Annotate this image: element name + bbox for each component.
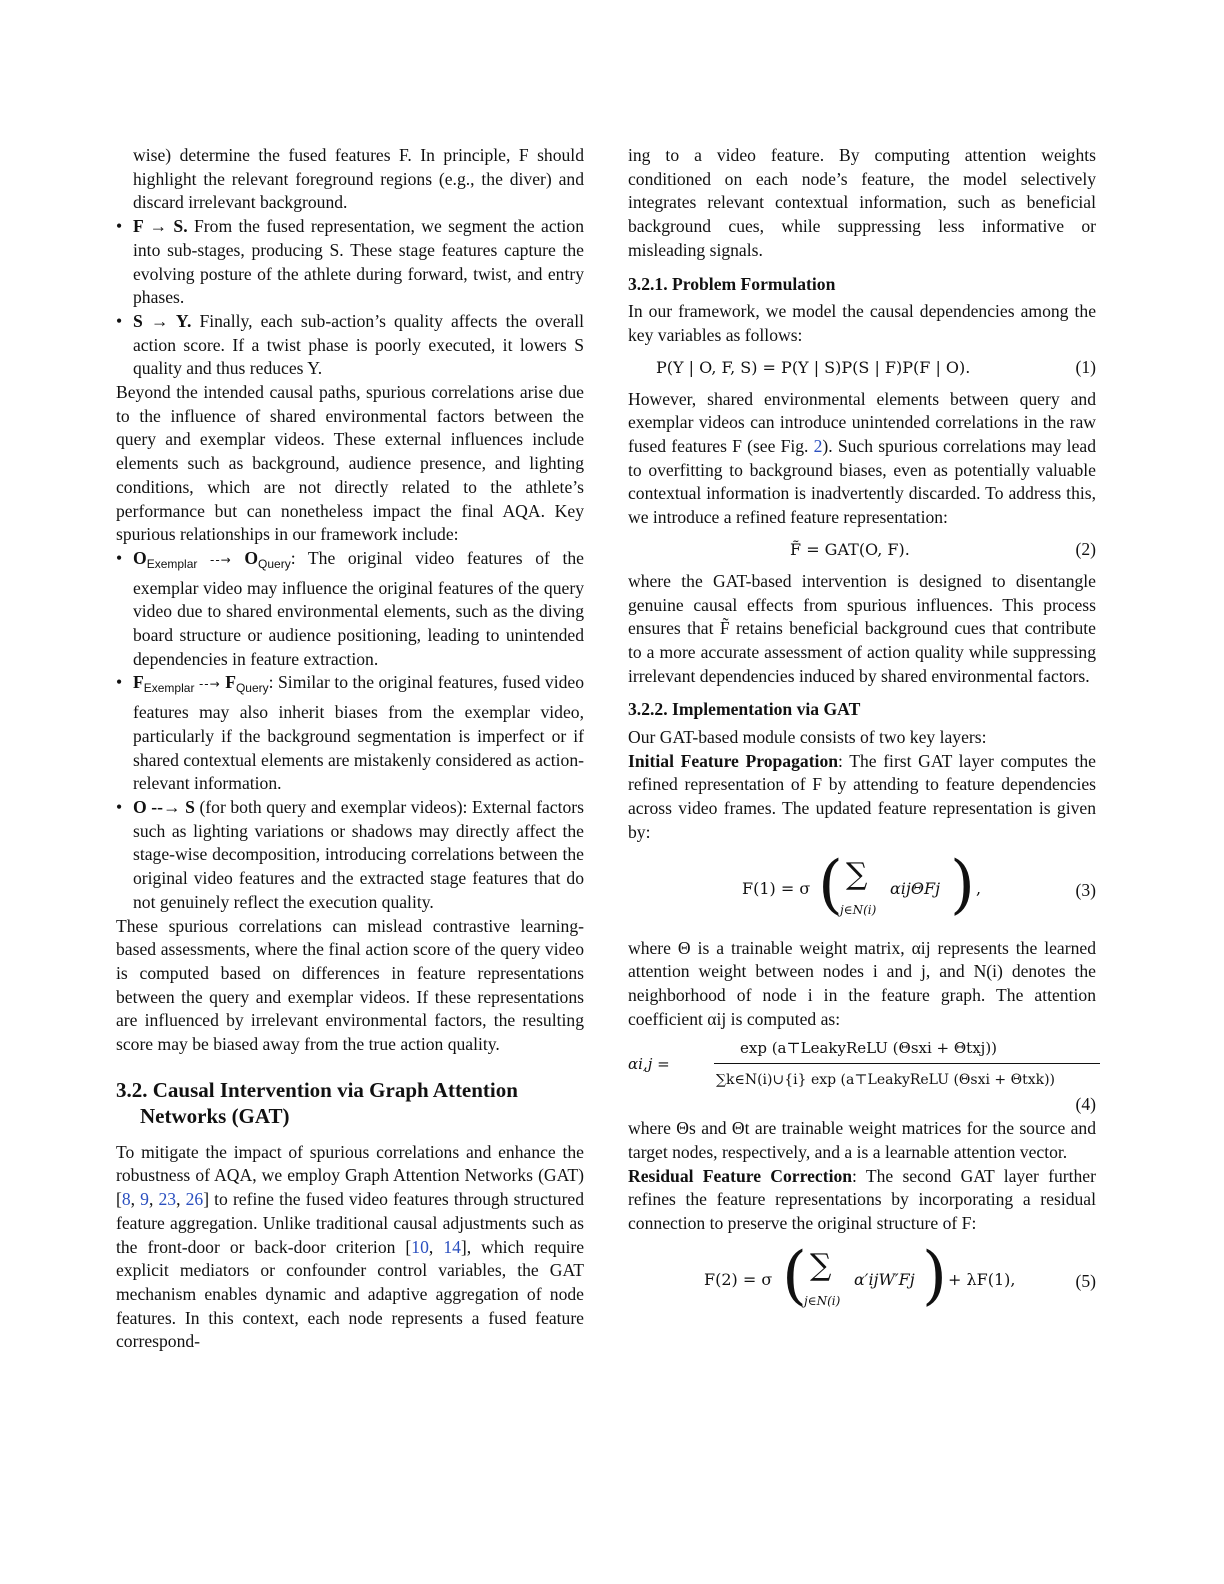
text: : The second GAT layer further refines the feature representations by incorporating a residual connection to preserve the original structure of F: [628, 1165, 1096, 1233]
list-item [116, 547, 584, 672]
equation-tail: + λF(1), [948, 1269, 1016, 1289]
bullet-head: S → Y. [133, 310, 192, 331]
bullet-text: : Similar to the original features, fused video features may also inherit biases from the exemplar video, particularly if the background segmentation is imperfect or if shared contextual elements are mistakenly considered as action-relevant information. [133, 672, 585, 794]
text: : The first GAT layer computes the refined representation of F by attending to feature dependencies across video frames. The updated feature representation is given by: [628, 750, 1096, 842]
bullet-head: O [244, 547, 259, 568]
equation-lhs: F(2) = σ [704, 1269, 773, 1289]
list-item [116, 796, 584, 915]
sum-symbol: ∑ [846, 856, 868, 892]
paragraph: where the GAT-based intervention is designed to disentangle genuine causal effects from spurious influences. This process ensures that F̃ retains beneficial background cues that contribute to a more accurate assessment of action quality while suppressing irrelevant dependencies induced by shared environmental factors. [628, 570, 1096, 686]
paragraph: These spurious correlations can mislead contrastive learning-based assessments, where the final action score of the query video is computed based on differences in feature representations between the query and exemplar videos. If these representations are influenced by irrelevant environmental factors, the resulting score may be biased away from the true action quality. [116, 915, 584, 1055]
bullet-head: F [225, 672, 236, 693]
equation-number: (3) [1075, 879, 1096, 900]
right-paren: ) [922, 1238, 947, 1313]
subscript: Exemplar [146, 556, 198, 571]
citation-link[interactable]: 9 [140, 1189, 149, 1210]
equation-body: F̃ = GAT(O, F). [790, 539, 910, 559]
fraction-numerator: exp (a⊤LeakyReLU (Θsxi + Θtxj)) [740, 1039, 998, 1058]
citation-link[interactable]: 26 [185, 1189, 204, 1210]
equation-lhs: F(1) = σ [742, 878, 811, 898]
paragraph: where Θ is a trainable weight matrix, αij represents the learned attention weight between nodes i and j, and N(i) denotes the neighborhood of node i in the feature graph. The attention coefficient αij is computed as: [628, 937, 1096, 1029]
citation-link[interactable]: 14 [443, 1236, 461, 1257]
sum-symbol: ∑ [810, 1247, 832, 1283]
text: To mitigate the impact of spurious correlations and enhance the robustness of AQA, we employ Graph Attention Networks (GAT) [ [116, 1141, 584, 1210]
list-item [116, 215, 584, 310]
right-paren: ) [950, 847, 975, 922]
citation-link[interactable]: 23 [158, 1189, 177, 1210]
equation-lhs: αi,j = [628, 1055, 670, 1074]
left-paren: ( [818, 847, 843, 922]
text: ], which require explicit mediators or confounder control variables, the GAT mechanism enables dynamic and adaptive aggregation of node features. In this context, each node represents a fused feature correspond- [116, 1236, 585, 1352]
citation-link[interactable]: 8 [121, 1189, 131, 1210]
left-paren: ( [782, 1238, 807, 1313]
equation-5 [628, 1240, 1096, 1324]
paragraph: In our framework, we model the causal dependencies among the key variables as follows: [628, 301, 1096, 345]
bullet-text: (for both query and exemplar videos): External factors such as lighting variations or shadows may directly affect the stage-wise decomposition, introducing correlations between the original video features and the extracted stage features that do not genuinely reflect the execution quality. [133, 796, 585, 912]
paragraph: ing to a video feature. By computing attention weights conditioned on each node’s feature, the model selectively integrates relevant contextual information, such as beneficial background cues, while suppressing less informative or misleading signals. [628, 145, 1096, 260]
equation-3 [628, 849, 1096, 933]
equation-term: αijΘFj [890, 878, 941, 898]
text: ). Such spurious correlations may lead to overfitting to background biases, even as potentially valuable contextual information is inadvertently discarded. To address this, we introduce a refined feature representation: [628, 436, 1096, 528]
equation-number: (4) [1075, 1094, 1096, 1115]
citation-link[interactable]: 10 [411, 1236, 429, 1257]
subsection-title: 3.2.2. Implementation via GAT [628, 699, 861, 720]
bullet-text: Finally, each sub-action’s quality affects the overall action score. If a twist phase is poorly executed, it lowers S quality and thus reduces Y. [133, 310, 584, 379]
comma: , [976, 878, 982, 898]
dashed-arrow: --→ [210, 552, 232, 567]
bullet-head: O --→ S [133, 796, 195, 817]
fraction-denominator: ∑k∈N(i)∪{i} exp (a⊤LeakyReLU (Θsxi + Θtxk)) [716, 1072, 1055, 1089]
subscript: Query [258, 556, 291, 571]
list-item [116, 671, 584, 796]
right-column [628, 144, 1096, 1328]
paragraph [628, 750, 1096, 845]
paragraph: To mitigate the impact of spurious correlations and enhance the robustness of AQA, we employ Graph Attention Networks (GAT) [8, 9, 23, 26] to refine the fused video features through structured feature aggregation. Unlike traditional causal adjustments such as the front-door or back-door criterion [10, 14], which require explicit mediators or confounder control variables, the GAT mechanism enables dynamic and adaptive aggregation of node features. In this context, each node represents a fused feature correspond- [116, 1141, 585, 1352]
text: However, shared environmental elements between query and exemplar videos can introduce unintended correlations in the raw fused features F (see Fig. [628, 388, 1096, 457]
paragraph: Beyond the intended causal paths, spurious correlations arise due to the influence of shared environmental factors between the query and exemplar videos. These external influences include elements such as background, audience presence, and lighting conditions, which are not directly related to the athlete’s performance but can nonetheless impact the final AQA. Key spurious relationships in our framework include: [116, 382, 584, 545]
equation-body: P(Y | O, F, S) = P(Y | S)P(S | F)P(F | O). [656, 357, 971, 377]
paragraph: Our GAT-based module consists of two key layers: [628, 727, 987, 748]
equation-2 [628, 532, 1096, 568]
bullet-head: O [133, 547, 147, 568]
paragraph [628, 1165, 1096, 1236]
fraction-bar [714, 1063, 1100, 1064]
equation-term: α′ijW′Fj [854, 1269, 915, 1289]
list-item [116, 310, 584, 381]
sum-index: j∈N(i) [804, 1293, 841, 1308]
section-title: 3.2. Causal Intervention via Graph Attention Networks (GAT) [116, 1077, 518, 1128]
equation-number: (5) [1075, 1270, 1096, 1291]
equation-4 [628, 1033, 1096, 1097]
text: ] to refine the fused video features through structured feature aggregation. Unlike traditional causal adjustments such as the front-door or back-door criterion [ [116, 1189, 585, 1257]
paragraph [628, 388, 1096, 530]
paragraph: wise) determine the fused features F. In principle, F should highlight the relevant foreground regions (e.g., the diver) and discard irrelevant background. [133, 145, 584, 213]
sum-index: j∈N(i) [840, 902, 877, 917]
bullet-head: F [133, 672, 144, 693]
equation-1 [628, 350, 1096, 386]
bullet-head: F → S. [133, 216, 188, 237]
equation-number: (1) [1075, 356, 1096, 377]
bullet-list [116, 547, 584, 915]
subscript: Query [235, 681, 269, 696]
left-column [116, 144, 584, 1354]
paragraph-head: Initial Feature Propagation [628, 750, 839, 771]
bullet-list [116, 215, 584, 381]
bullet-text: From the fused representation, we segment the action into sub-stages, producing S. These stage features capture the evolving posture of the athlete during forward, twist, and entry phases. [133, 216, 584, 308]
subsection-title: 3.2.1. Problem Formulation [628, 273, 836, 294]
figure-link[interactable]: 2 [813, 436, 823, 457]
dashed-arrow: --→ [198, 677, 221, 692]
subscript: Exemplar [143, 681, 195, 696]
equation-number: (2) [1075, 538, 1096, 559]
paragraph-head: Residual Feature Correction [628, 1165, 853, 1186]
paragraph: where Θs and Θt are trainable weight matrices for the source and target nodes, respectively, and a is a learnable attention vector. [628, 1118, 1096, 1162]
bullet-text: : The original video features of the exemplar video may influence the original features of the query video due to shared environmental elements, such as the diving board structure or audience positioning, leading to unintended dependencies in feature extraction. [133, 547, 584, 669]
